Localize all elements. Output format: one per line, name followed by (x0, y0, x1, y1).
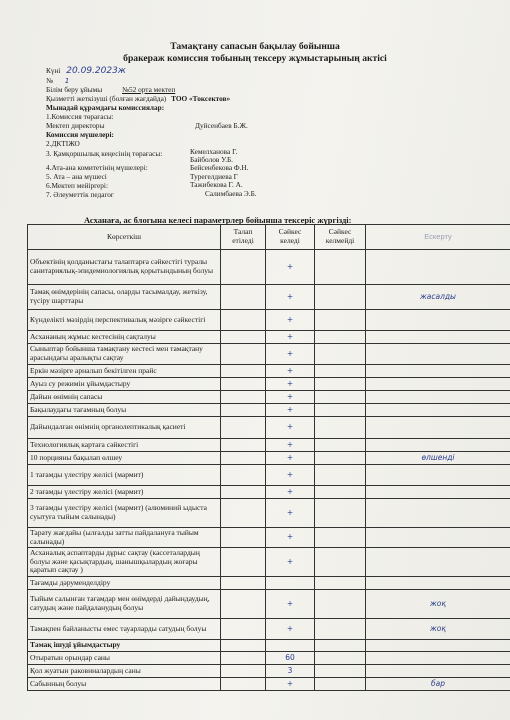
td-note: бар (366, 678, 510, 691)
td-noncompliant (315, 465, 366, 486)
td-noncompliant (315, 486, 366, 499)
column-header-compliant: Сәйкес келеді (266, 225, 315, 250)
td-indicator: Еркін мәзірге арналып бекітілген прайс (28, 365, 221, 378)
td-required (221, 285, 266, 310)
supplier-label: Қызметті жеткізуші (болған жағдайда) (46, 94, 167, 103)
table-body (28, 250, 510, 691)
member-role: 7. Әлеуметтік педагог (46, 190, 114, 199)
composition-label: Мынадай құрамдағы комиссиялар: (46, 103, 165, 112)
td-required (221, 365, 266, 378)
td-indicator: Күнделікті мәзірдің перспективалық мәзірге сәйкестігі (28, 310, 221, 331)
member-role: 6.Мектеп мейіргері: (46, 181, 108, 190)
td-compliant: + (266, 404, 315, 417)
td-indicator: Сыныптар бойынша тамақтану кестесі мен тамақтану арасындағы аралықты сақтау (28, 344, 221, 365)
td-note: жасалды (366, 285, 510, 310)
td-compliant: + (266, 285, 315, 310)
td-note (366, 652, 510, 665)
table-row (28, 439, 510, 452)
chair-title: 1.Комиссия төрағасы: (46, 112, 114, 121)
td-note (366, 548, 510, 577)
member-role: 5. Ата – ана мүшесі (46, 172, 107, 181)
td-note (366, 465, 510, 486)
td-compliant: 60 (266, 652, 315, 665)
chair-name: Дуйсенбаев Б.Ж. (195, 121, 248, 130)
td-note (366, 528, 510, 548)
td-compliant: + (266, 378, 315, 391)
table-row (28, 452, 510, 465)
td-note (366, 250, 510, 285)
td-indicator: Отыратын орындар саны (28, 652, 221, 665)
td-required (221, 577, 266, 590)
table-row (28, 528, 510, 548)
table-row (28, 310, 510, 331)
td-compliant: + (266, 310, 315, 331)
date-row (46, 67, 336, 75)
table-row (28, 548, 510, 577)
td-noncompliant (315, 344, 366, 365)
td-indicator: Объектінің қолданыстағы талаптарға сәйкестігі туралы санитариялық-эпидемиологиялық қорытындының болуы (28, 250, 221, 285)
td-note (366, 665, 510, 678)
td-note (366, 486, 510, 499)
member-name: Турегелдиева Г (190, 172, 238, 181)
td-noncompliant (315, 548, 366, 577)
td-note: жоқ (366, 619, 510, 640)
td-noncompliant (315, 391, 366, 404)
td-noncompliant (315, 285, 366, 310)
member-name: Байболов У.Б. (190, 155, 233, 164)
document-title-line2: бракераж комиссия тобының тексеру жұмыстарының актісі (123, 53, 387, 64)
supplier-value: ТОО «Токсектов» (171, 94, 231, 103)
column-header-indicator: Көрсеткіш (28, 225, 221, 250)
td-note (366, 331, 510, 344)
td-compliant: + (266, 499, 315, 528)
table-row (28, 652, 510, 665)
td-noncompliant (315, 439, 366, 452)
td-noncompliant (315, 250, 366, 285)
empty-cell (366, 640, 510, 652)
td-required (221, 452, 266, 465)
td-compliant: + (266, 465, 315, 486)
td-compliant: + (266, 417, 315, 439)
td-noncompliant (315, 577, 366, 590)
td-compliant: + (266, 452, 315, 465)
td-required (221, 652, 266, 665)
table-row (28, 590, 510, 619)
td-compliant: + (266, 528, 315, 548)
td-noncompliant (315, 331, 366, 344)
td-noncompliant (315, 528, 366, 548)
column-header-required: Талап етіледі (221, 225, 266, 250)
td-compliant: + (266, 590, 315, 619)
td-required (221, 250, 266, 285)
section-title: Тамақ ішуді ұйымдастыру (28, 640, 221, 652)
td-note (366, 417, 510, 439)
td-required (221, 590, 266, 619)
column-header-notes: Ескерту (366, 225, 510, 250)
member-name: Салимбаева Э.Б. (205, 189, 257, 198)
td-compliant (266, 577, 315, 590)
table-row (28, 486, 510, 499)
td-required (221, 499, 266, 528)
table-row (28, 250, 510, 285)
table-row (28, 678, 510, 691)
td-required (221, 310, 266, 331)
td-noncompliant (315, 678, 366, 691)
td-compliant: + (266, 331, 315, 344)
td-compliant: + (266, 391, 315, 404)
td-indicator: Бақылаудағы тағамның болуы (28, 404, 221, 417)
td-indicator: Дайын өнімнің сапасы (28, 391, 221, 404)
table-row (28, 391, 510, 404)
number-value: 1 (64, 76, 70, 85)
table-row (28, 417, 510, 439)
td-noncompliant (315, 404, 366, 417)
td-required (221, 439, 266, 452)
td-indicator: Асханалық аспаптарды дұрыс сақтау (кассеталардың болуы және қасықтардың, шанышқылардың жоғары қаратып сақтау ) (28, 548, 221, 577)
td-indicator: Ауыз су режимін ұйымдастыру (28, 378, 221, 391)
td-indicator: Асхананың жұмыс кестесінің сақталуы (28, 331, 221, 344)
td-compliant: + (266, 365, 315, 378)
td-indicator: Тыйым салынған тағамдар мен өнімдерді дайындаудың, сатудың және пайдаланудың болуы (28, 590, 221, 619)
td-compliant: + (266, 250, 315, 285)
td-noncompliant (315, 417, 366, 439)
td-noncompliant (315, 590, 366, 619)
td-noncompliant (315, 619, 366, 640)
td-indicator: 3 тағамды үлестіру желісі (мармит) (алюминий ыдыста суытуға тыйым салынады) (28, 499, 221, 528)
td-required (221, 417, 266, 439)
table-row (28, 378, 510, 391)
td-note (366, 365, 510, 378)
table-row (28, 577, 510, 590)
td-compliant: + (266, 678, 315, 691)
table-row (28, 619, 510, 640)
member-role: 3. Қамқоршылық кеңесінің төрағасы: (46, 149, 163, 158)
td-compliant: + (266, 486, 315, 499)
td-required (221, 665, 266, 678)
members-label: Комиссия мүшелері: (46, 130, 114, 139)
empty-cell (266, 640, 315, 652)
column-header-noncompliant: Сәйкес келмейді (315, 225, 366, 250)
td-note (366, 378, 510, 391)
school-value: №52 орта мектеп (122, 85, 176, 94)
td-required (221, 528, 266, 548)
table-header-row (28, 225, 510, 250)
td-note (366, 439, 510, 452)
td-required (221, 391, 266, 404)
table-row (28, 285, 510, 310)
td-indicator: Тарату жағдайы (ылғалды затты пайдалануға тыйым салынады) (28, 528, 221, 548)
table-row (28, 331, 510, 344)
inspection-table (27, 224, 510, 691)
td-compliant: + (266, 439, 315, 452)
td-indicator: Сабынның болуы (28, 678, 221, 691)
table-row (28, 404, 510, 417)
document-title-line1: Тамақтану сапасын бақылау бойынша (170, 41, 340, 52)
td-indicator: 1 тағамды үлестіру желісі (мармит) (28, 465, 221, 486)
date-value: 20.09.2023ж (66, 66, 126, 76)
td-noncompliant (315, 310, 366, 331)
table-row (28, 344, 510, 365)
td-noncompliant (315, 665, 366, 678)
school-label: Білім беру ұйымы (46, 85, 103, 94)
inspection-caption: Асханаға, ас блогына келесі параметрлер бойынша тексеріс жүргізді: (84, 215, 352, 225)
td-note (366, 404, 510, 417)
td-indicator: Дайындалған өнімнің органолептикалық қасиеті (28, 417, 221, 439)
td-note: жоқ (366, 590, 510, 619)
member-role: 2.ДКТІЖО (46, 139, 80, 148)
table-row (28, 665, 510, 678)
td-note (366, 310, 510, 331)
td-note (366, 499, 510, 528)
td-required (221, 678, 266, 691)
td-note (366, 391, 510, 404)
td-compliant: + (266, 548, 315, 577)
td-noncompliant (315, 452, 366, 465)
td-compliant: 3 (266, 665, 315, 678)
td-indicator: Тағамды дәруменделдіру (28, 577, 221, 590)
member-name: Бейсенбекова Ф.Н. (190, 163, 249, 172)
td-noncompliant (315, 499, 366, 528)
member-name: Тажибекова Г. А. (190, 180, 243, 189)
td-required (221, 486, 266, 499)
empty-cell (315, 640, 366, 652)
number-label: № (46, 76, 53, 85)
td-indicator: Тамақпен байланысты емес тауарларды сатудың болуы (28, 619, 221, 640)
empty-cell (221, 640, 266, 652)
chair-role: Мектеп директоры (46, 121, 105, 130)
td-compliant: + (266, 619, 315, 640)
table-section-row (28, 640, 510, 652)
td-compliant: + (266, 344, 315, 365)
td-indicator: 2 тағамды үлестіру желісі (мармит) (28, 486, 221, 499)
td-required (221, 465, 266, 486)
td-indicator: Қол жуатын раковиналардың саны (28, 665, 221, 678)
td-required (221, 344, 266, 365)
td-noncompliant (315, 378, 366, 391)
td-indicator: Тамақ өнімдерінің сапасы, оларды тасымалдау, жеткізу, түсіру шарттары (28, 285, 221, 310)
table-row (28, 499, 510, 528)
table-row (28, 465, 510, 486)
td-required (221, 378, 266, 391)
td-noncompliant (315, 365, 366, 378)
td-note (366, 577, 510, 590)
td-required (221, 619, 266, 640)
member-name: Кемелханова Г. (190, 147, 238, 156)
td-required (221, 331, 266, 344)
td-required (221, 548, 266, 577)
td-note: өлшенді (366, 452, 510, 465)
td-indicator: 10 порцияны бақылап өлшеу (28, 452, 221, 465)
member-role: 4.Ата-ана комитетінің мүшелері: (46, 163, 148, 172)
td-indicator: Технологиялық картаға сәйкестігі (28, 439, 221, 452)
td-note (366, 344, 510, 365)
td-required (221, 404, 266, 417)
table-row (28, 365, 510, 378)
td-noncompliant (315, 652, 366, 665)
date-label: Күні (46, 66, 61, 75)
